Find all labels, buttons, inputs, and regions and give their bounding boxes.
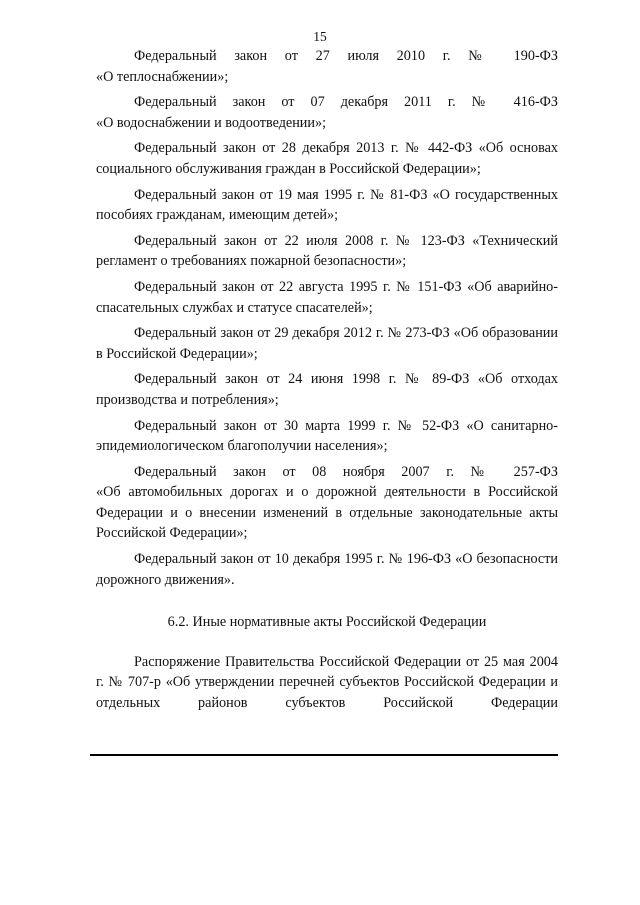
law-item: Федеральный закон от 10 декабря 1995 г. № 196-ФЗ «О безопасности дорожного движения».: [96, 551, 558, 588]
law-item: Федеральный закон от 24 июня 1998 г. № 89-ФЗ «Об отходах производства и потребления»;: [96, 371, 558, 408]
law-item: Федеральный закон от 22 июля 2008 г. № 123-ФЗ «Технический регламент о требованиях пожарной безопасности»;: [96, 232, 558, 270]
law-item: Федеральный закон от 22 августа 1995 г. № 151-ФЗ «Об аварийно-спасательных службах и статусе спасателей»;: [96, 278, 558, 316]
page-number: 15: [313, 29, 327, 44]
law-item: Федеральный закон от 27 июля 2010 г. № 190-ФЗ «О теплоснабжении»;: [96, 48, 558, 85]
law-item: Федеральный закон от 28 декабря 2013 г. № 442-ФЗ «Об основах социального обслуживания граждан в Российской Федерации»;: [96, 140, 558, 177]
law-item: Федеральный закон от 07 декабря 2011 г. № 416-ФЗ «О водоснабжении и водоотведении»;: [96, 94, 558, 131]
law-item: Федеральный закон от 30 марта 1999 г. № 52-ФЗ «О санитарно-эпидемиологическом благополучии населения»;: [96, 417, 558, 455]
law-item: Федеральный закон от 08 ноября 2007 г. № 257-ФЗ «Об автомобильных дорогах и о дорожной деятельности в Российской Федерации и о внесении изменений в отдельные законодательные акты Российской Федерации»;: [96, 463, 558, 542]
law-item: Федеральный закон от 19 мая 1995 г. № 81-ФЗ «О государственных пособиях гражданам, имеющим детей»;: [96, 186, 558, 224]
section-heading: 6.2. Иные нормативные акты Российской Федерации: [167, 614, 487, 631]
document-body: [96, 46, 558, 719]
law-item: Федеральный закон от 29 декабря 2012 г. № 273-ФЗ «Об образовании в Российской Федерации»;: [96, 325, 558, 362]
footer-divider: [90, 754, 558, 756]
section-paragraph: Распоряжение Правительства Российской Федерации от 25 мая 2004 г. № 707-р «Об утверждении перечней субъектов Российской Федерации и отдельных районов субъектов Российской Федерации: [96, 653, 558, 712]
federal-laws-list: [96, 46, 558, 590]
